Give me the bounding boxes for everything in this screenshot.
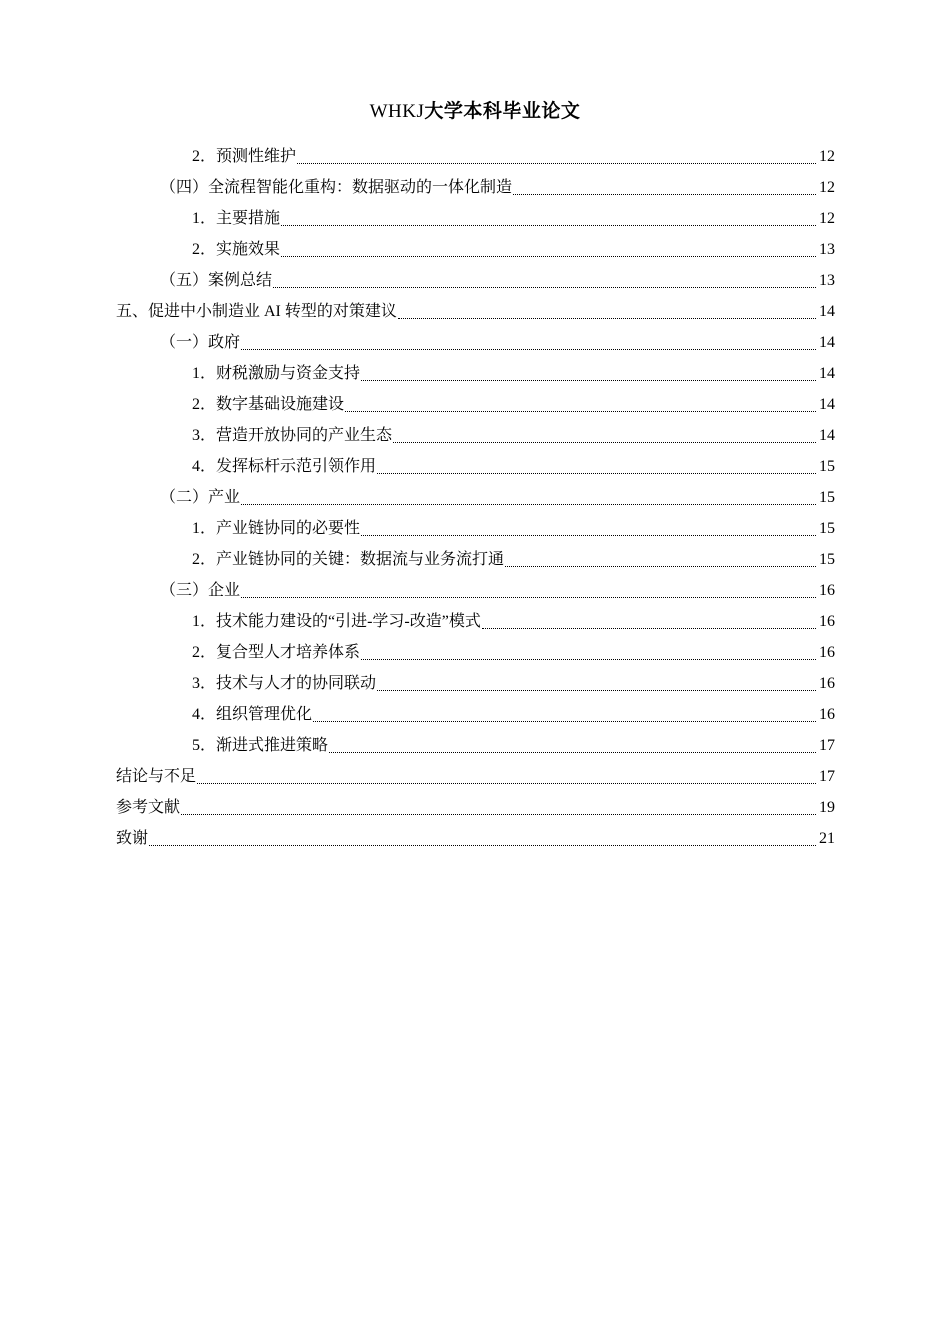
toc-entry[interactable] [116, 172, 835, 203]
toc-entry-title: 3．营造开放协同的产业生态 [192, 427, 393, 444]
toc-entry-title: 5．渐进式推进策略 [192, 737, 329, 754]
header-school-code: WHKJ [369, 101, 425, 122]
toc-dot-leader [398, 296, 816, 327]
toc-dot-leader [482, 606, 816, 637]
toc-dot-leader [241, 575, 816, 606]
toc-entry[interactable] [116, 668, 835, 699]
toc-dot-leader [281, 234, 816, 265]
toc-entry-title: 2．数字基础设施建设 [192, 396, 345, 413]
toc-entry[interactable] [116, 358, 835, 389]
toc-entry-page-number: 17 [819, 768, 835, 785]
toc-entry[interactable] [116, 420, 835, 451]
toc-entry-page-number: 13 [819, 241, 835, 258]
toc-entry-title: 2．预测性维护 [192, 148, 297, 165]
toc-entry-title: 致谢 [116, 830, 149, 847]
toc-entry-title: 参考文献 [116, 799, 181, 816]
toc-entry[interactable] [116, 296, 835, 327]
toc-entry-page-number: 14 [819, 334, 835, 351]
toc-entry-page-number: 16 [819, 582, 835, 599]
header-title: 大学本科毕业论文 [424, 100, 581, 122]
toc-entry-page-number: 14 [819, 427, 835, 444]
toc-entry-page-number: 12 [819, 210, 835, 227]
toc-entry-page-number: 14 [819, 365, 835, 382]
toc-entry[interactable] [116, 575, 835, 606]
table-of-contents [116, 141, 835, 854]
toc-entry-page-number: 15 [819, 520, 835, 537]
toc-entry-title: （五）案例总结 [160, 272, 273, 289]
toc-entry-page-number: 16 [819, 675, 835, 692]
toc-entry[interactable] [116, 327, 835, 358]
toc-entry-title: 2．复合型人才培养体系 [192, 644, 361, 661]
toc-entry-page-number: 15 [819, 551, 835, 568]
toc-entry[interactable] [116, 544, 835, 575]
toc-entry-page-number: 13 [819, 272, 835, 289]
toc-entry-title: 五、促进中小制造业 AI 转型的对策建议 [116, 303, 397, 320]
toc-dot-leader [313, 699, 816, 730]
toc-entry-title: 1．产业链协同的必要性 [192, 520, 361, 537]
toc-entry-title: 2．实施效果 [192, 241, 281, 258]
toc-dot-leader [329, 730, 816, 761]
toc-entry[interactable] [116, 234, 835, 265]
toc-dot-leader [393, 420, 816, 451]
toc-entry-title: 4．组织管理优化 [192, 706, 313, 723]
toc-entry-title: （四）全流程智能化重构：数据驱动的一体化制造 [160, 179, 513, 196]
toc-entry[interactable] [116, 823, 835, 854]
toc-entry-title: 1．财税激励与资金支持 [192, 365, 361, 382]
toc-entry-page-number: 16 [819, 613, 835, 630]
toc-entry-title: 1．技术能力建设的“引进-学习-改造”模式 [192, 613, 481, 630]
toc-entry-title: 4．发挥标杆示范引领作用 [192, 458, 377, 475]
toc-entry-title: 3．技术与人才的协同联动 [192, 675, 377, 692]
toc-dot-leader [149, 823, 816, 854]
toc-entry-title: （三）企业 [160, 582, 241, 599]
toc-entry[interactable] [116, 389, 835, 420]
toc-dot-leader [297, 141, 816, 172]
toc-entry[interactable] [116, 699, 835, 730]
toc-entry-page-number: 14 [819, 303, 835, 320]
toc-entry-page-number: 12 [819, 179, 835, 196]
toc-entry-title: 2．产业链协同的关键：数据流与业务流打通 [192, 551, 505, 568]
toc-dot-leader [505, 544, 816, 575]
toc-dot-leader [241, 482, 816, 513]
toc-entry-page-number: 17 [819, 737, 835, 754]
toc-dot-leader [361, 358, 816, 389]
toc-entry[interactable] [116, 606, 835, 637]
toc-dot-leader [345, 389, 816, 420]
toc-dot-leader [181, 792, 816, 823]
toc-entry[interactable] [116, 451, 835, 482]
toc-entry[interactable] [116, 265, 835, 296]
toc-dot-leader [241, 327, 816, 358]
toc-dot-leader [361, 513, 816, 544]
toc-entry[interactable] [116, 513, 835, 544]
toc-dot-leader [361, 637, 816, 668]
page-header [0, 96, 950, 123]
toc-entry[interactable] [116, 730, 835, 761]
toc-entry-page-number: 14 [819, 396, 835, 413]
toc-entry[interactable] [116, 637, 835, 668]
toc-dot-leader [513, 172, 816, 203]
toc-dot-leader [197, 761, 816, 792]
toc-entry-title: （一）政府 [160, 334, 241, 351]
toc-entry-page-number: 19 [819, 799, 835, 816]
toc-entry-page-number: 16 [819, 644, 835, 661]
toc-entry-title: 结论与不足 [116, 768, 197, 785]
toc-entry[interactable] [116, 203, 835, 234]
toc-entry[interactable] [116, 761, 835, 792]
toc-entry-page-number: 15 [819, 489, 835, 506]
toc-entry-title: （二）产业 [160, 489, 241, 506]
toc-entry-page-number: 15 [819, 458, 835, 475]
toc-dot-leader [377, 668, 816, 699]
toc-dot-leader [377, 451, 816, 482]
toc-entry-title: 1．主要措施 [192, 210, 281, 227]
toc-entry[interactable] [116, 141, 835, 172]
toc-dot-leader [273, 265, 816, 296]
toc-entry[interactable] [116, 482, 835, 513]
toc-entry-page-number: 12 [819, 148, 835, 165]
toc-entry-page-number: 16 [819, 706, 835, 723]
toc-entry[interactable] [116, 792, 835, 823]
toc-entry-page-number: 21 [819, 830, 835, 847]
toc-dot-leader [281, 203, 816, 234]
